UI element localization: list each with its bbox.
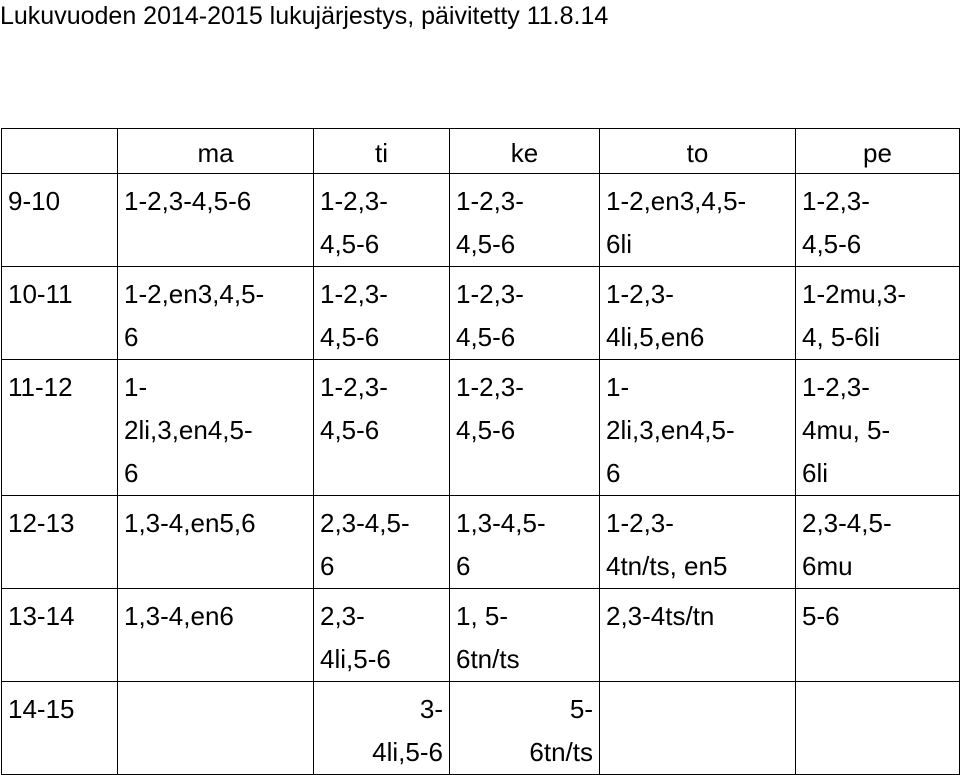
time-slot-cell: 13-14 (2, 589, 118, 682)
schedule-cell-ke (450, 267, 600, 360)
schedule-table (1, 128, 960, 775)
table-row (2, 174, 960, 267)
schedule-cell-ti (314, 267, 450, 360)
schedule-cell-to (600, 682, 796, 775)
cell-text: 1-2,3- 4tn/ts, en5 (606, 508, 728, 581)
schedule-cell-ti (314, 589, 450, 682)
schedule-cell-pe (796, 267, 960, 360)
schedule-cell-ti (314, 496, 450, 589)
schedule-cell-pe (796, 174, 960, 267)
schedule-cell-ke (450, 496, 600, 589)
cell-text: 5- 6tn/ts (529, 694, 593, 767)
cell-text: 1, 5- 6tn/ts (456, 601, 520, 674)
schedule-cell-ti (314, 360, 450, 496)
schedule-cell-ma (118, 682, 314, 775)
schedule-cell-ma (118, 360, 314, 496)
cell-text: 1-2,3- 4,5-6 (320, 372, 388, 445)
cell-text: 5-6 (802, 601, 840, 631)
cell-text: 1-2,3- 4,5-6 (456, 186, 524, 259)
cell-text: 1,3-4,en5,6 (124, 508, 256, 538)
cell-text: 1-2,3- 4,5-6 (320, 279, 388, 352)
schedule-cell-ti (314, 174, 450, 267)
cell-text: 1-2,3- 4,5-6 (802, 186, 870, 259)
schedule-cell-ke (450, 174, 600, 267)
cell-text: 1-2,en3,4,5- 6li (606, 186, 747, 259)
page-title: Lukuvuoden 2014-2015 lukujärjestys, päivitetty 11.8.14 (0, 2, 609, 30)
cell-text: 1,3-4,en6 (124, 601, 234, 631)
cell-text: 2,3-4,5- 6 (320, 508, 410, 581)
table-row (2, 267, 960, 360)
cell-text: 1-2,3- 4li,5,en6 (606, 279, 705, 352)
schedule-cell-ma (118, 589, 314, 682)
header-row (2, 129, 960, 174)
table-row (2, 496, 960, 589)
schedule-cell-to (600, 174, 796, 267)
schedule-cell-pe (796, 682, 960, 775)
schedule-cell-ke (450, 360, 600, 496)
schedule-cell-ma (118, 174, 314, 267)
header-day-pe: pe (796, 129, 960, 174)
cell-text: 1-2,en3,4,5- 6 (124, 279, 265, 352)
schedule-cell-ti (314, 682, 450, 775)
cell-text: 1-2,3- 4,5-6 (456, 279, 524, 352)
schedule-cell-ke (450, 589, 600, 682)
schedule-cell-ma (118, 267, 314, 360)
schedule-cell-ke (450, 682, 600, 775)
header-day-ke: ke (450, 129, 600, 174)
cell-text: 2,3-4ts/tn (606, 601, 715, 631)
schedule-cell-to (600, 496, 796, 589)
time-slot-cell: 11-12 (2, 360, 118, 496)
schedule-cell-ma (118, 496, 314, 589)
header-day-ma: ma (118, 129, 314, 174)
cell-text: 1-2mu,3- 4, 5-6li (802, 279, 907, 352)
cell-text: 2,3-4,5- 6mu (802, 508, 892, 581)
schedule-cell-to (600, 589, 796, 682)
time-slot-cell: 14-15 (2, 682, 118, 775)
cell-text: 2,3- 4li,5-6 (320, 601, 391, 674)
header-day-to: to (600, 129, 796, 174)
schedule-cell-pe (796, 589, 960, 682)
cell-text: 1-2,3- 4,5-6 (320, 186, 388, 259)
table-row (2, 682, 960, 775)
cell-text: 1-2,3- 4,5-6 (456, 372, 524, 445)
schedule-cell-pe (796, 496, 960, 589)
cell-text: 3- 4li,5-6 (372, 694, 443, 767)
cell-text: 1-2,3- 4mu, 5- 6li (802, 372, 891, 488)
table-row (2, 360, 960, 496)
time-slot-cell: 9-10 (2, 174, 118, 267)
table-row (2, 589, 960, 682)
header-day-ti: ti (314, 129, 450, 174)
time-slot-cell: 10-11 (2, 267, 118, 360)
cell-text: 1,3-4,5- 6 (456, 508, 546, 581)
cell-text: 1- 2li,3,en4,5- 6 (124, 372, 253, 488)
time-slot-cell: 12-13 (2, 496, 118, 589)
header-corner (2, 129, 118, 174)
schedule-cell-to (600, 267, 796, 360)
schedule-cell-to (600, 360, 796, 496)
cell-text: 1- 2li,3,en4,5- 6 (606, 372, 735, 488)
cell-text: 1-2,3-4,5-6 (124, 186, 252, 216)
schedule-cell-pe (796, 360, 960, 496)
